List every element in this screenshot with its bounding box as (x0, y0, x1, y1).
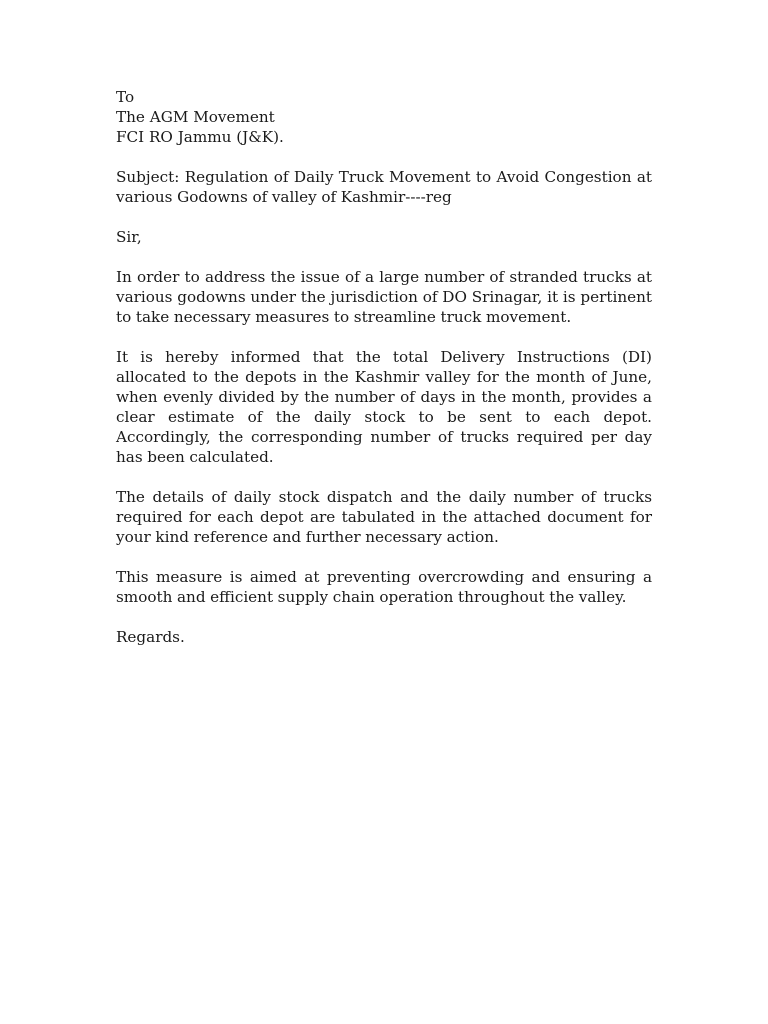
body-paragraph: The details of daily stock dispatch and the daily number of trucks required for each depot are tabulated in the attached document for your kind reference and further necessary action. (116, 488, 652, 546)
closing: Regards. (116, 628, 185, 646)
address-line-recipient: The AGM Movement (116, 108, 275, 126)
letter-page (116, 87, 652, 647)
subject-line: Subject: Regulation of Daily Truck Movement to Avoid Congestion at various Godowns of valley of Kashmir----reg (116, 168, 652, 206)
address-line-office: FCI RO Jammu (J&K). (116, 128, 284, 146)
body-paragraph: It is hereby informed that the total Delivery Instructions (DI) allocated to the depots in the Kashmir valley for the month of June, when evenly divided by the number of days in the month, provides a clear estimate of the daily stock to be sent to each depot. Accordingly, the corresponding number of trucks required per day has been calculated. (116, 348, 652, 466)
recipient-address (116, 87, 652, 147)
address-line-to: To (116, 88, 135, 106)
salutation: Sir, (116, 228, 142, 246)
body-paragraph: In order to address the issue of a large number of stranded trucks at various godowns under the jurisdiction of DO Srinagar, it is pertinent to take necessary measures to streamline truck movement. (116, 268, 652, 326)
body-paragraph: This measure is aimed at preventing overcrowding and ensuring a smooth and efficient supply chain operation throughout the valley. (116, 568, 652, 606)
